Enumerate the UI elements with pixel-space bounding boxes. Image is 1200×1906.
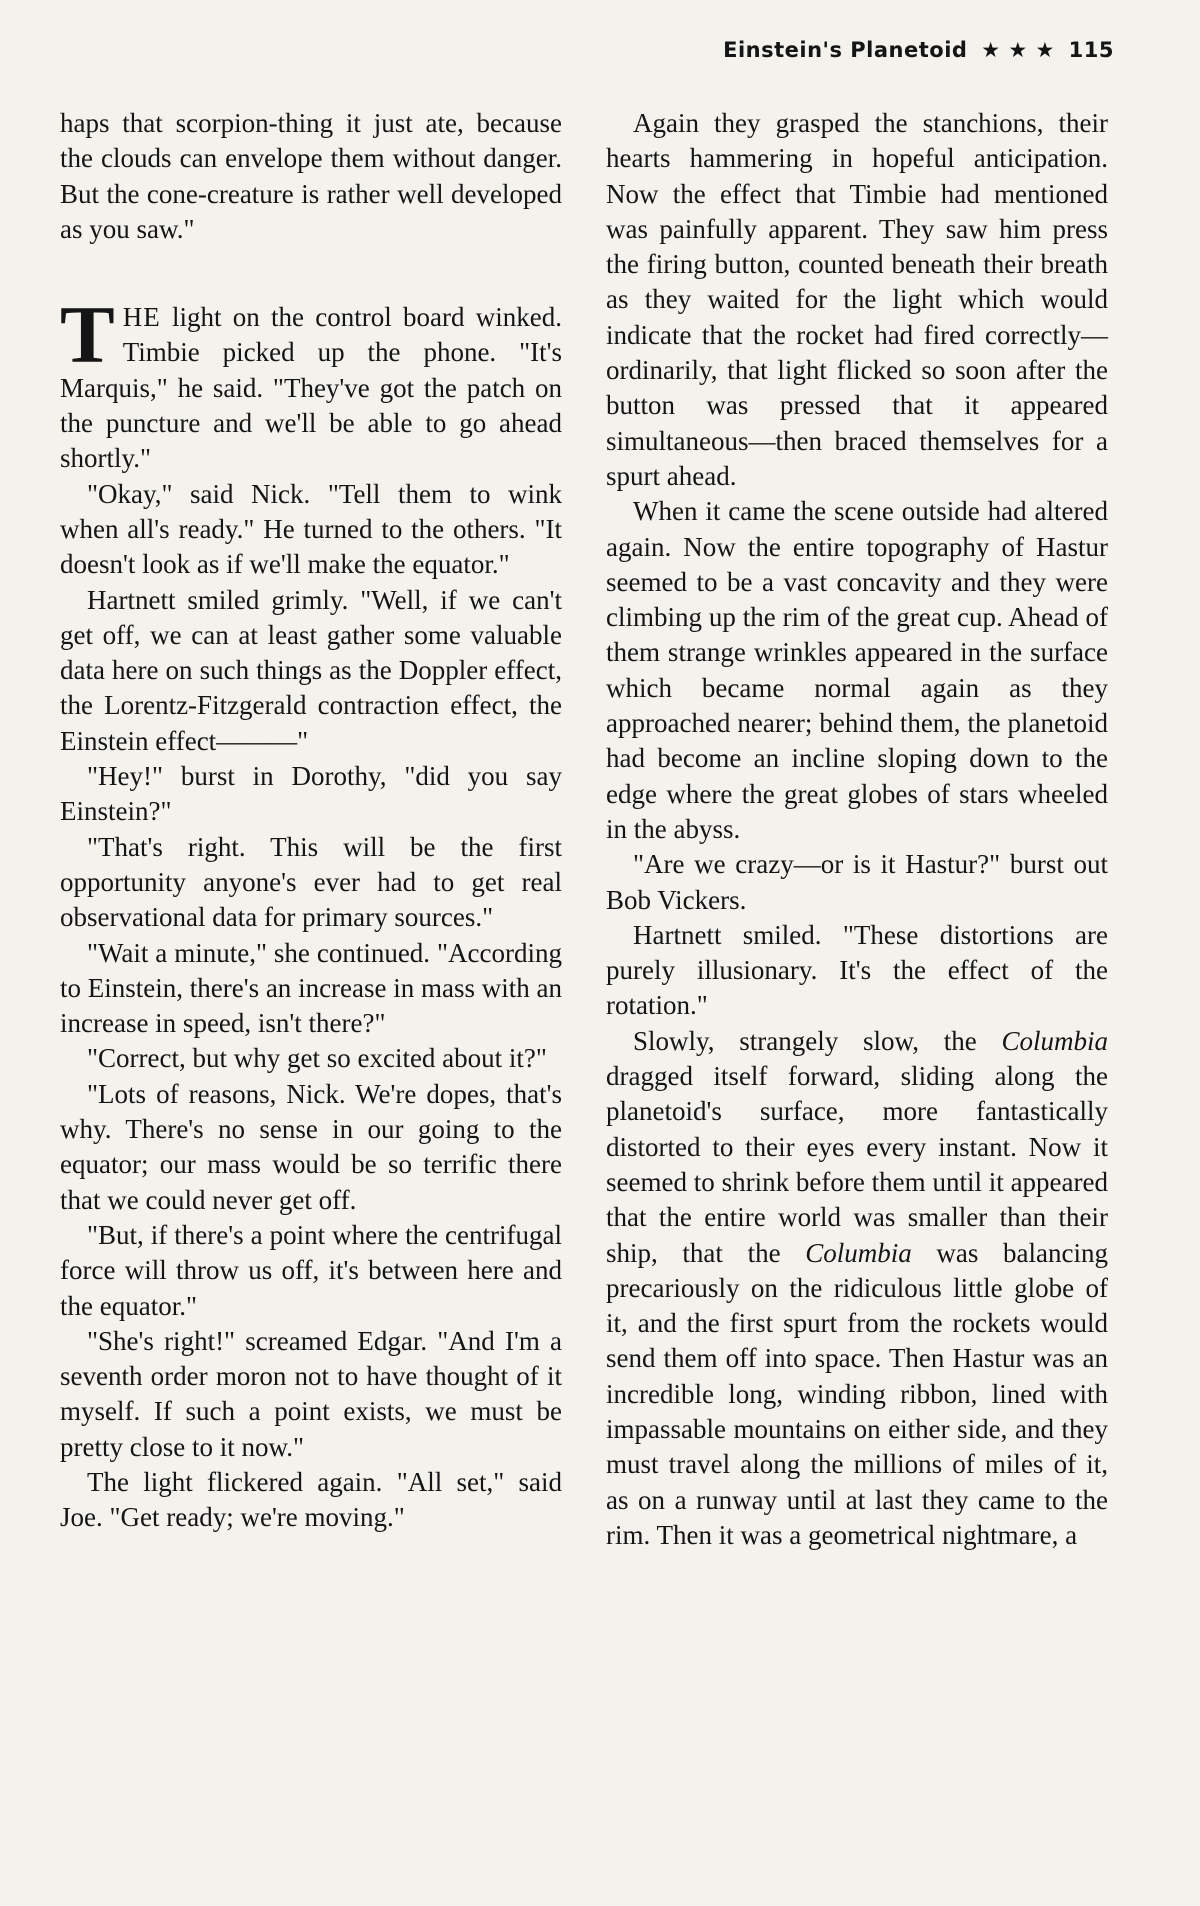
decorative-stars: ★ ★ ★: [981, 38, 1055, 62]
paragraph: "Correct, but why get so excited about it?": [87, 1043, 547, 1074]
story-title: Einstein's Planetoid: [723, 38, 968, 62]
paragraph: When it came the scene outside had altered again. Now the entire topography of Hastur seemed to be a vast concavity and they were climbing up the rim of the great cup. Ahead of them strange wrinkles appeared in the surface which became normal again as they approached nearer; behind them, the planetoid had become an incline sloping down to the edge where the great globes of stars wheeled in the abyss.: [606, 496, 1108, 844]
paragraph: "She's right!" screamed Edgar. "And I'm a seventh order moron not to have thought of it myself. If such a point exists, we must be pretty close to it now.": [60, 1325, 562, 1462]
running-head: [717, 38, 1114, 62]
paragraph-text: dragged itself forward, sliding along the planetoid's surface, more fantastically distorted to their eyes every instant. Now it seemed to shrink before them until it appeared that the entire world was smaller than their ship, that the: [606, 1061, 1108, 1268]
left-column: [60, 106, 562, 1536]
paragraph: [606, 1024, 1108, 1553]
paragraph: Hartnett smiled. "These distortions are purely illusionary. It's the effect of the rotation.": [606, 919, 1108, 1021]
paragraph: "Are we crazy—or is it Hastur?" burst out Bob Vickers.: [606, 849, 1108, 915]
page-number: 115: [1068, 38, 1114, 62]
paragraph: Hartnett smiled grimly. "Well, if we can't get off, we can at least gather some valuable data here on such things as the Doppler effect, the Lorentz-Fitzgerald contraction effect, the Einstein effect———": [60, 584, 562, 756]
paragraph: "Lots of reasons, Nick. We're dopes, that's why. There's no sense in our going to the equator; our mass would be so terrific there that we could never get off.: [60, 1078, 562, 1215]
paragraph: "Okay," said Nick. "Tell them to wink when all's ready." He turned to the others. "It doesn't look as if we'll make the equator.": [60, 478, 562, 580]
paragraph: Again they grasped the stanchions, their hearts hammering in hopeful anticipation. Now the effect that Timbie had mentioned was painfully apparent. They saw him press the firing button, counted beneath their breath as they waited for the light which would indicate that the rocket had fired correctly—ordinarily, that light flicked so soon after the button was pressed that it appeared simultaneous—then braced themselves for a spurt ahead.: [606, 108, 1108, 491]
paragraph: "That's right. This will be the first opportunity anyone's ever had to get real observational data for primary sources.": [60, 831, 562, 933]
paragraph: The light flickered again. "All set," said Joe. "Get ready; we're moving.": [60, 1466, 562, 1533]
paragraph: "Hey!" burst in Dorothy, "did you say Einstein?": [60, 761, 562, 827]
paragraph-text: Slowly, strangely slow, the: [633, 1025, 1002, 1056]
ship-name: Columbia: [1001, 1025, 1108, 1056]
paragraph: "Wait a minute," she continued. "According to Einstein, there's an increase in mass with an increase in speed, isn't there?": [60, 937, 562, 1039]
paragraph-text: light on the control board winked. Timbie picked up the phone. "It's Marquis," he said. "They've got the patch on the puncture and we'll be able to go ahead shortly.": [60, 302, 562, 474]
section-opening-paragraph: [60, 289, 562, 476]
small-caps-lead: HE: [122, 302, 161, 333]
drop-cap: T: [60, 289, 115, 381]
ship-name: Columbia: [805, 1237, 912, 1268]
right-column: [606, 106, 1108, 1553]
paragraph-text: was balancing precariously on the ridiculous little globe of it, and the first spurt from the rockets would send them off into space. Then Hastur was an incredible long, winding ribbon, lined with impassable mountains on either side, and they must travel along the millions of miles of it, as on a runway until at last they came to the rim. Then it was a geometrical nightmare, a: [606, 1237, 1108, 1550]
paragraph: haps that scorpion-thing it just ate, because the clouds can envelope them without danger. But the cone-creature is rather well developed as you saw.": [60, 108, 562, 244]
paragraph: "But, if there's a point where the centrifugal force will throw us off, it's between here and the equator.": [60, 1219, 562, 1321]
